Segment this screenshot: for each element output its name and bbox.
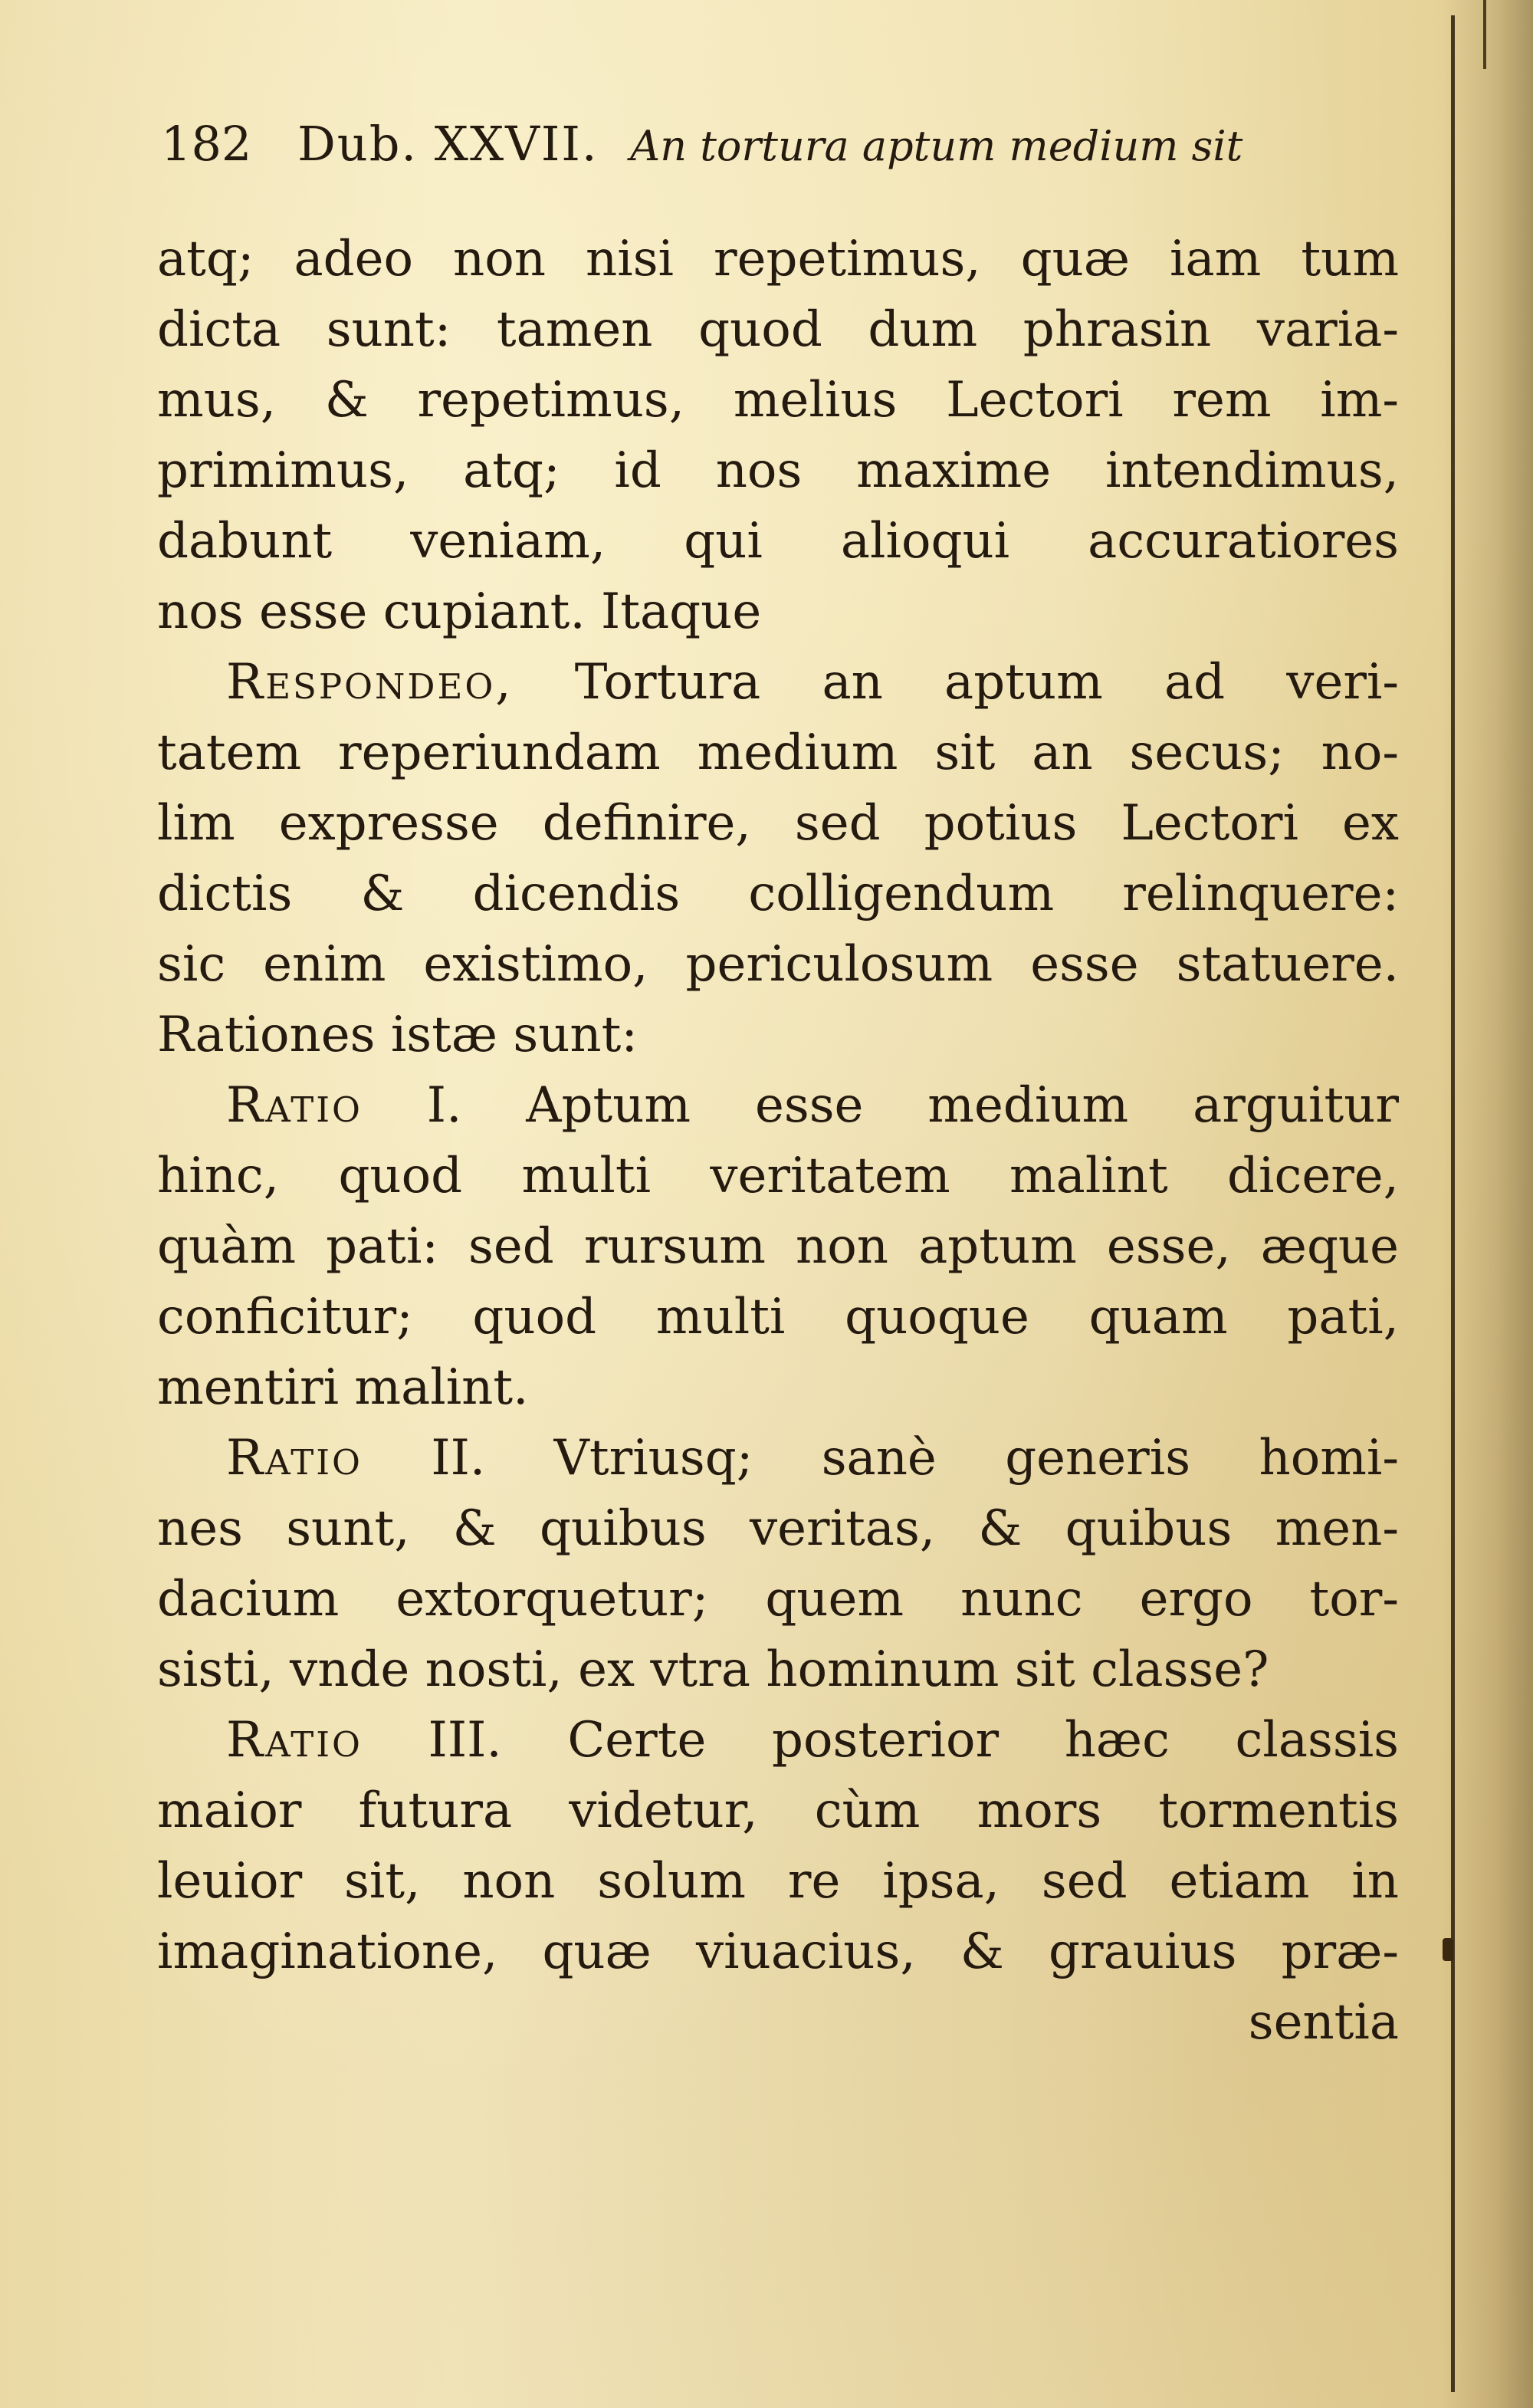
text-line: dictis & dicendis colligendum relinquere: <box>157 866 1399 922</box>
text-line: maior futura videtur, cùm mors tormentis <box>157 1782 1399 1839</box>
running-header <box>161 113 1311 175</box>
text-line: sic enim existimo, periculosum esse statuere. <box>157 936 1399 993</box>
text-line: mus, & repetimus, melius Lectori rem im- <box>157 372 1399 429</box>
text-line: conficitur; quod multi quoque quam pati, <box>157 1289 1399 1345</box>
ratio-heading: Ratio <box>226 1430 363 1487</box>
running-title: An tortura aptum medium sit <box>630 122 1243 170</box>
respondeo-heading: Respondeo, <box>226 654 514 711</box>
text-line: atq; adeo non nisi repetimus, quæ iam tum <box>157 231 1399 287</box>
text-line: hinc, quod multi veritatem malint dicere, <box>157 1148 1399 1204</box>
ratio-heading: Ratio <box>226 1712 363 1769</box>
text-line: Ratio I. Aptum esse medium arguitur <box>226 1077 1400 1134</box>
spine-shadow <box>1441 0 1533 2408</box>
text-line: nos esse cupiant. Itaque <box>157 583 762 640</box>
text-line: Ratio III. Certe posterior hæc classis <box>226 1712 1399 1769</box>
body-text <box>157 224 1399 2058</box>
margin-mark <box>1443 1938 1453 1961</box>
section-label: Dub. XXVII. <box>297 116 599 172</box>
text-line: quàm pati: sed rursum non aptum esse, æque <box>157 1218 1399 1275</box>
text-line: leuior sit, non solum re ipsa, sed etiam in <box>157 1853 1399 1910</box>
text-line: dabunt veniam, qui alioqui accuratiores <box>157 513 1399 570</box>
text-line: sisti, vnde nosti, ex vtra hominum sit classe? <box>157 1641 1269 1698</box>
text-line: imaginatione, quæ viuacius, & grauius præ- <box>157 1923 1399 1980</box>
ratio-heading: Ratio <box>226 1077 363 1134</box>
page-edge-line-top <box>1483 0 1486 69</box>
text-line: Rationes istæ sunt: <box>157 1007 638 1063</box>
page-number: 182 <box>161 116 252 172</box>
text-line: dicta sunt: tamen quod dum phrasin varia- <box>157 301 1399 358</box>
text-line: mentiri malint. <box>157 1359 529 1416</box>
text-line: Ratio II. Vtriusq; sanè generis homi- <box>226 1430 1399 1487</box>
text-line: tatem reperiundam medium sit an secus; no- <box>157 724 1399 781</box>
text-line: primimus, atq; id nos maxime intendimus, <box>157 442 1399 499</box>
page-edge-line <box>1451 15 1455 2392</box>
text-line: dacium extorquetur; quem nunc ergo tor- <box>157 1571 1399 1628</box>
text-line: nes sunt, & quibus veritas, & quibus men- <box>157 1500 1399 1557</box>
text-line: lim expresse definire, sed potius Lectori ex <box>157 795 1399 852</box>
catchword: sentia <box>1248 1994 1399 2051</box>
text-line: Respondeo, Tortura an aptum ad veri- <box>226 654 1400 711</box>
